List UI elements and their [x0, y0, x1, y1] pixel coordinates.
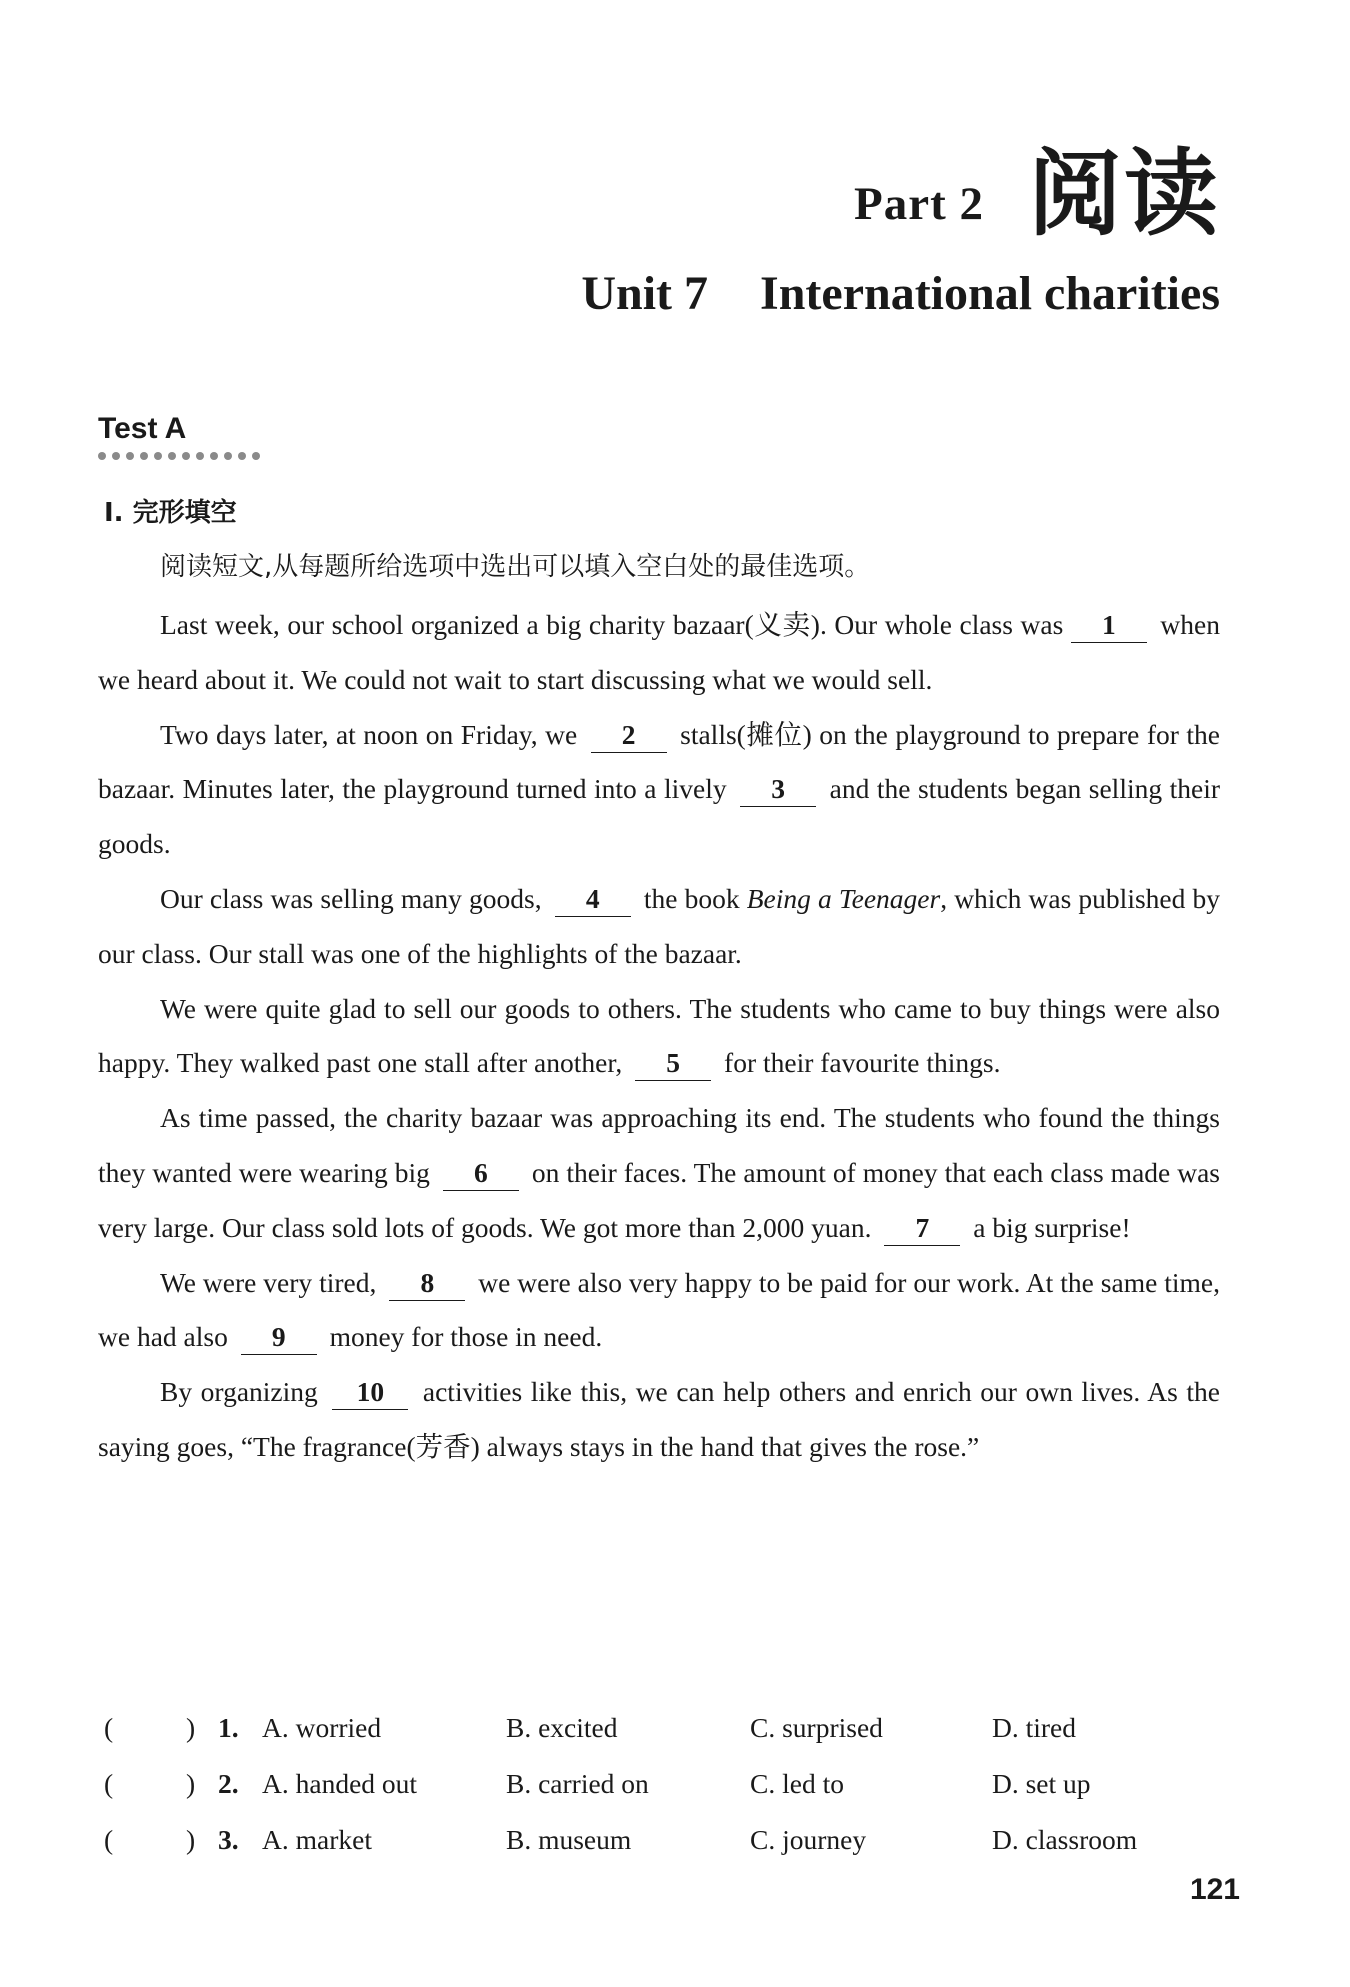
option-a[interactable]: A. worried [262, 1712, 382, 1743]
answer-blank: 8 [389, 1266, 465, 1301]
passage-text: on their faces. The amount of money that each class made was very large. Our class sold lots of goods. We got more than 2,000 yuan. [98, 1156, 1220, 1243]
passage-paragraph [98, 598, 1220, 708]
passage-paragraph [98, 708, 1220, 872]
answer-paren-right: ) [186, 1824, 196, 1855]
test-heading: Test A [98, 412, 187, 445]
question-row [98, 1756, 1220, 1812]
passage-paragraph [98, 1091, 1220, 1255]
passage-text: we were also very happy to be paid for our work. At the same time, we had also [98, 1266, 1220, 1353]
option-d[interactable]: D. classroom [992, 1824, 1138, 1855]
answer-blank: 7 [884, 1211, 960, 1246]
passage-text: stalls(摊位) on the playground to prepare for the bazaar. Minutes later, the playground turned into a lively [98, 718, 1220, 805]
answer-blank: 6 [443, 1156, 519, 1191]
passage-text: when we heard about it. We could not wait to start discussing what we would sell. [98, 609, 1220, 695]
unit-title: International charities [760, 267, 1220, 320]
option-b[interactable]: B. excited [506, 1712, 618, 1743]
passage-text: and the students began selling their goods. [98, 773, 1221, 860]
answer-paren-right: ) [186, 1712, 196, 1743]
part-label: Part 2 [854, 178, 984, 230]
answer-paren-left: ( [104, 1712, 114, 1743]
dotted-divider [98, 452, 260, 460]
answer-paren-left: ( [104, 1824, 114, 1855]
passage-paragraph [98, 1365, 1220, 1475]
unit-heading [581, 267, 1220, 320]
answer-blank: 5 [635, 1046, 711, 1081]
passage-paragraph [98, 872, 1220, 982]
passage-text: , which was published by our class. Our stall was one of the highlights of the bazaar. [98, 882, 1220, 969]
option-d[interactable]: D. set up [992, 1768, 1091, 1799]
passage-text: a big surprise! [966, 1211, 1131, 1243]
passage-text: By organizing [160, 1376, 327, 1408]
answer-blank: 9 [241, 1320, 317, 1355]
answer-paren-right: ) [186, 1768, 196, 1799]
instruction: 阅读短文,从每题所给选项中选出可以填入空白处的最佳选项。 [160, 552, 871, 582]
option-b[interactable]: B. carried on [506, 1768, 649, 1799]
unit-number: Unit 7 [581, 267, 709, 320]
passage-paragraph [98, 982, 1220, 1092]
option-d[interactable]: D. tired [992, 1712, 1077, 1743]
passage-text: We were quite glad to sell our goods to others. The students who came to buy things were also happy. They walked past one stall after another, [98, 992, 1220, 1079]
answer-blank: 3 [740, 772, 816, 807]
answer-blank: 2 [591, 718, 667, 753]
part-heading [854, 140, 1220, 249]
option-b[interactable]: B. museum [506, 1824, 632, 1855]
passage-text: We were very tired, [160, 1266, 384, 1298]
question-row [98, 1700, 1220, 1756]
option-a[interactable]: A. market [262, 1824, 372, 1855]
question-row [98, 1812, 1220, 1868]
page-number: 121 [1189, 1873, 1240, 1906]
passage-text: the book [636, 882, 747, 914]
part-chinese-title: 阅读 [1027, 140, 1220, 249]
answer-blank: 10 [332, 1375, 408, 1410]
question-options [98, 1700, 1220, 1868]
option-c[interactable]: C. led to [750, 1768, 844, 1799]
answer-blank: 4 [555, 882, 631, 917]
cloze-passage [98, 598, 1220, 1475]
answer-paren-left: ( [104, 1768, 114, 1799]
passage-text: As time passed, the charity bazaar was approaching its end. The students who found the things they wanted were wearing big [98, 1102, 1220, 1188]
question-number: 3. [218, 1824, 239, 1855]
answer-blank: 1 [1071, 608, 1147, 643]
passage-text: for their favourite things. [717, 1047, 1001, 1079]
option-a[interactable]: A. handed out [262, 1768, 418, 1799]
passage-text: Last week, our school organized a big charity bazaar(义卖). Our whole class was [160, 609, 1071, 640]
passage-text: activities like this, we can help others and enrich our own lives. As the saying goes, “The fragrance(芳香) always stays in the hand that gives the rose.” [98, 1376, 1220, 1462]
passage-paragraph [98, 1256, 1220, 1366]
passage-text: Two days later, at noon on Friday, we [160, 718, 585, 750]
section-title: Ⅰ. 完形填空 [104, 498, 237, 528]
question-number: 2. [218, 1768, 239, 1799]
passage-text: Our class was selling many goods, [160, 882, 549, 914]
book-title: Being a Teenager [746, 882, 941, 914]
question-number: 1. [218, 1712, 239, 1743]
passage-text: money for those in need. [322, 1321, 603, 1353]
option-c[interactable]: C. surprised [750, 1712, 883, 1743]
option-c[interactable]: C. journey [750, 1824, 867, 1855]
